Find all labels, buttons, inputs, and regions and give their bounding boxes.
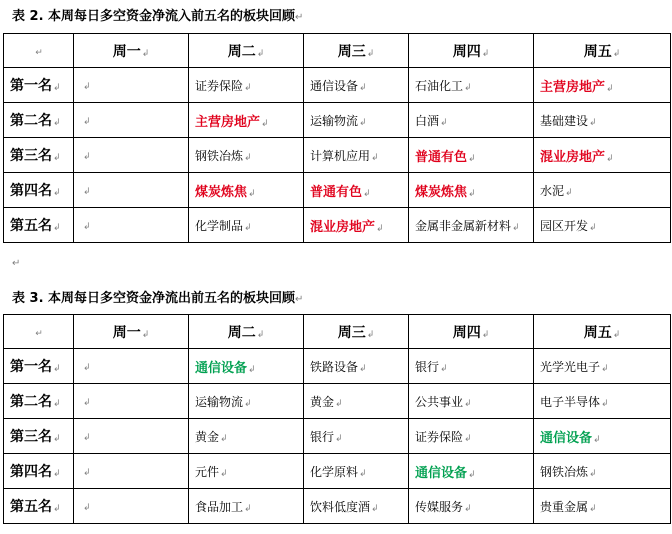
- sector-cell: [409, 454, 534, 489]
- sector-cell: [304, 454, 409, 489]
- sector-name: 食品加工: [195, 499, 244, 514]
- rank-cell: [4, 68, 74, 103]
- sector-name: 证券保险: [195, 78, 244, 93]
- sector-cell: [74, 138, 189, 173]
- sector-cell: [534, 349, 671, 384]
- sector-name: 金属非金属新材料: [415, 218, 512, 233]
- sector-name: 白酒: [415, 113, 440, 128]
- sector-name: 基础建设: [540, 113, 589, 128]
- cell-end-mark-icon: ↲: [220, 433, 228, 444]
- rank-cell: [4, 489, 74, 524]
- sector-name: 元件: [195, 464, 220, 479]
- sector-name: 水泥: [540, 183, 565, 198]
- sector-name: 化学原料: [310, 464, 359, 479]
- rank-label: 第五名: [10, 218, 52, 234]
- table2-caption-text: 表 2. 本周每日多空资金净流入前五名的板块回顾: [12, 9, 296, 24]
- sector-name: 光学光电子: [540, 359, 601, 374]
- cell-end-mark-icon: ↲: [366, 48, 375, 59]
- rank-label: 第一名: [10, 359, 52, 375]
- sector-cell: [534, 384, 671, 419]
- sector-name: 通信设备: [540, 430, 593, 446]
- sector-cell: [189, 454, 304, 489]
- cell-end-mark-icon: ↲: [376, 223, 384, 234]
- column-header-label: 周一: [112, 43, 141, 60]
- cell-end-mark-icon: ↲: [481, 48, 490, 59]
- sector-cell: [74, 454, 189, 489]
- sector-name: 通信设备: [310, 78, 359, 93]
- rank-label: 第一名: [10, 78, 52, 94]
- rank-label: 第三名: [10, 148, 52, 164]
- sector-cell: [74, 173, 189, 208]
- sector-name: 饮料低度酒: [310, 499, 371, 514]
- table-row: [4, 208, 671, 243]
- rank-cell: [4, 349, 74, 384]
- cell-end-mark-icon: ↲: [83, 222, 91, 232]
- cell-end-mark-icon: ↲: [359, 468, 367, 479]
- cell-end-mark-icon: ↵: [35, 47, 43, 58]
- sector-name: 银行: [310, 429, 335, 444]
- sector-cell: [189, 103, 304, 138]
- cell-end-mark-icon: ↲: [141, 329, 150, 340]
- sector-cell: [534, 454, 671, 489]
- table-row: [4, 384, 671, 419]
- cell-end-mark-icon: ↲: [248, 364, 256, 375]
- column-header-label: 周四: [452, 324, 481, 341]
- column-header: [304, 315, 409, 349]
- rank-label: 第四名: [10, 183, 52, 199]
- rank-label: 第三名: [10, 429, 52, 445]
- column-header-label: 周二: [227, 324, 256, 341]
- sector-name: 混业房地产: [540, 149, 606, 165]
- cell-end-mark-icon: ↲: [83, 187, 91, 197]
- table-header-row: [4, 315, 671, 349]
- cell-end-mark-icon: ↲: [83, 117, 91, 127]
- sector-cell: [409, 173, 534, 208]
- table-row: [4, 454, 671, 489]
- cell-end-mark-icon: ↲: [83, 433, 91, 443]
- table-row: [4, 103, 671, 138]
- header-corner-cell: [4, 315, 74, 349]
- cell-end-mark-icon: ↲: [53, 188, 61, 198]
- cell-end-mark-icon: ↲: [335, 398, 343, 409]
- sector-name: 混业房地产: [310, 219, 376, 235]
- table3-body: [4, 315, 671, 524]
- table3: [3, 314, 671, 524]
- sector-cell: [304, 489, 409, 524]
- cell-end-mark-icon: ↲: [440, 363, 448, 374]
- cell-end-mark-icon: ↲: [366, 329, 375, 340]
- sector-name: 传媒服务: [415, 499, 464, 514]
- sector-cell: [409, 489, 534, 524]
- rank-label: 第四名: [10, 464, 52, 480]
- rank-label: 第五名: [10, 499, 52, 515]
- sector-cell: [304, 68, 409, 103]
- sector-cell: [189, 384, 304, 419]
- sector-name: 铁路设备: [310, 359, 359, 374]
- column-header: [74, 315, 189, 349]
- sector-name: 电子半导体: [540, 394, 601, 409]
- sector-cell: [304, 208, 409, 243]
- sector-cell: [409, 68, 534, 103]
- cell-end-mark-icon: ↲: [363, 188, 371, 199]
- column-header-label: 周一: [112, 324, 141, 341]
- cell-end-mark-icon: ↲: [464, 503, 472, 514]
- rank-cell: [4, 173, 74, 208]
- sector-name: 运输物流: [310, 113, 359, 128]
- sector-name: 煤炭炼焦: [415, 184, 468, 200]
- rank-cell: [4, 208, 74, 243]
- cell-end-mark-icon: ↲: [53, 504, 61, 514]
- sector-name: 公共事业: [415, 394, 464, 409]
- column-header: [409, 315, 534, 349]
- cell-end-mark-icon: ↲: [83, 82, 91, 92]
- table2-caption: [12, 8, 303, 27]
- cell-end-mark-icon: ↲: [589, 222, 597, 233]
- cell-end-mark-icon: ↲: [244, 222, 252, 233]
- paragraph-mark-icon: ↵: [295, 12, 304, 23]
- sector-cell: [534, 208, 671, 243]
- cell-end-mark-icon: ↲: [589, 117, 597, 128]
- sector-name: 证券保险: [415, 429, 464, 444]
- cell-end-mark-icon: ↲: [83, 468, 91, 478]
- cell-end-mark-icon: ↲: [53, 83, 61, 93]
- sector-name: 钢铁冶炼: [195, 148, 244, 163]
- cell-end-mark-icon: ↲: [83, 152, 91, 162]
- cell-end-mark-icon: ↲: [141, 48, 150, 59]
- cell-end-mark-icon: ↲: [359, 117, 367, 128]
- cell-end-mark-icon: ↲: [53, 469, 61, 479]
- sector-name: 普通有色: [310, 184, 363, 200]
- cell-end-mark-icon: ↲: [481, 329, 490, 340]
- column-header-label: 周二: [227, 43, 256, 60]
- cell-end-mark-icon: ↲: [589, 503, 597, 514]
- cell-end-mark-icon: ↲: [248, 188, 256, 199]
- table-row: [4, 138, 671, 173]
- sector-cell: [304, 138, 409, 173]
- sector-cell: [304, 419, 409, 454]
- cell-end-mark-icon: ↲: [53, 118, 61, 128]
- sector-name: 银行: [415, 359, 440, 374]
- rank-cell: [4, 419, 74, 454]
- table2-body: [4, 34, 671, 243]
- sector-cell: [534, 68, 671, 103]
- sector-cell: [189, 68, 304, 103]
- sector-name: 园区开发: [540, 218, 589, 233]
- sector-name: 石油化工: [415, 78, 464, 93]
- sector-cell: [74, 489, 189, 524]
- rank-cell: [4, 103, 74, 138]
- table-header-row: [4, 34, 671, 68]
- cell-end-mark-icon: ↲: [53, 434, 61, 444]
- cell-end-mark-icon: ↲: [612, 329, 621, 340]
- paragraph-mark-icon: ↵: [12, 258, 21, 269]
- sector-name: 化学制品: [195, 218, 244, 233]
- sector-name: 黄金: [310, 394, 335, 409]
- cell-end-mark-icon: ↲: [464, 82, 472, 93]
- cell-end-mark-icon: ↲: [512, 222, 520, 233]
- cell-end-mark-icon: ↲: [612, 48, 621, 59]
- table3-caption: [12, 290, 303, 309]
- rank-label: 第二名: [10, 394, 52, 410]
- table-row: [4, 489, 671, 524]
- cell-end-mark-icon: ↲: [601, 363, 609, 374]
- sector-name: 运输物流: [195, 394, 244, 409]
- table-row: [4, 68, 671, 103]
- cell-end-mark-icon: ↲: [256, 48, 265, 59]
- column-header-label: 周四: [452, 43, 481, 60]
- table-row: [4, 349, 671, 384]
- column-header-label: 周五: [583, 43, 612, 60]
- cell-end-mark-icon: ↲: [335, 433, 343, 444]
- sector-cell: [304, 173, 409, 208]
- cell-end-mark-icon: ↲: [53, 153, 61, 163]
- sector-cell: [189, 349, 304, 384]
- column-header: [534, 315, 671, 349]
- cell-end-mark-icon: ↲: [371, 503, 379, 514]
- column-header: [74, 34, 189, 68]
- cell-end-mark-icon: ↲: [359, 82, 367, 93]
- header-corner-cell: [4, 34, 74, 68]
- sector-cell: [74, 384, 189, 419]
- cell-end-mark-icon: ↲: [589, 468, 597, 479]
- sector-cell: [534, 173, 671, 208]
- sector-name: 钢铁冶炼: [540, 464, 589, 479]
- sector-name: 主营房地产: [540, 79, 606, 95]
- paragraph-mark-icon: ↵: [295, 294, 304, 305]
- sector-name: 通信设备: [415, 465, 468, 481]
- cell-end-mark-icon: ↲: [606, 83, 614, 94]
- sector-name: 贵重金属: [540, 499, 589, 514]
- cell-end-mark-icon: ↲: [53, 223, 61, 233]
- sector-cell: [409, 349, 534, 384]
- column-header-label: 周三: [337, 324, 366, 341]
- sector-cell: [189, 173, 304, 208]
- sector-cell: [409, 419, 534, 454]
- sector-cell: [74, 349, 189, 384]
- cell-end-mark-icon: ↲: [593, 434, 601, 445]
- sector-cell: [409, 208, 534, 243]
- cell-end-mark-icon: ↲: [468, 153, 476, 164]
- sector-cell: [304, 349, 409, 384]
- cell-end-mark-icon: ↲: [244, 398, 252, 409]
- cell-end-mark-icon: ↲: [371, 152, 379, 163]
- cell-end-mark-icon: ↲: [83, 398, 91, 408]
- cell-end-mark-icon: ↲: [53, 399, 61, 409]
- rank-cell: [4, 454, 74, 489]
- table3-caption-text: 表 3. 本周每日多空资金净流出前五名的板块回顾: [12, 291, 296, 306]
- sector-cell: [304, 103, 409, 138]
- cell-end-mark-icon: ↲: [359, 363, 367, 374]
- sector-name: 普通有色: [415, 149, 468, 165]
- column-header-label: 周五: [583, 324, 612, 341]
- sector-cell: [534, 138, 671, 173]
- sector-name: 通信设备: [195, 360, 248, 376]
- rank-cell: [4, 384, 74, 419]
- table-row: [4, 419, 671, 454]
- sector-cell: [74, 419, 189, 454]
- sector-cell: [74, 68, 189, 103]
- cell-end-mark-icon: ↲: [468, 188, 476, 199]
- sector-cell: [534, 489, 671, 524]
- cell-end-mark-icon: ↲: [468, 469, 476, 480]
- sector-name: 计算机应用: [310, 148, 371, 163]
- cell-end-mark-icon: ↲: [256, 329, 265, 340]
- sector-name: 主营房地产: [195, 114, 261, 130]
- cell-end-mark-icon: ↲: [440, 117, 448, 128]
- sector-cell: [189, 138, 304, 173]
- cell-end-mark-icon: ↲: [244, 152, 252, 163]
- sector-cell: [409, 384, 534, 419]
- cell-end-mark-icon: ↲: [244, 82, 252, 93]
- cell-end-mark-icon: ↲: [606, 153, 614, 164]
- sector-name: 黄金: [195, 429, 220, 444]
- sector-cell: [189, 419, 304, 454]
- cell-end-mark-icon: ↲: [565, 187, 573, 198]
- cell-end-mark-icon: ↲: [261, 118, 269, 129]
- column-header: [534, 34, 671, 68]
- column-header: [189, 34, 304, 68]
- sector-cell: [189, 489, 304, 524]
- cell-end-mark-icon: ↲: [464, 433, 472, 444]
- column-header: [304, 34, 409, 68]
- cell-end-mark-icon: ↲: [244, 503, 252, 514]
- sector-cell: [534, 419, 671, 454]
- cell-end-mark-icon: ↲: [220, 468, 228, 479]
- sector-cell: [409, 138, 534, 173]
- rank-label: 第二名: [10, 113, 52, 129]
- cell-end-mark-icon: ↲: [464, 398, 472, 409]
- cell-end-mark-icon: ↲: [53, 364, 61, 374]
- table-row: [4, 173, 671, 208]
- column-header-label: 周三: [337, 43, 366, 60]
- sector-cell: [74, 208, 189, 243]
- cell-end-mark-icon: ↲: [83, 503, 91, 513]
- cell-end-mark-icon: ↵: [35, 328, 43, 339]
- sector-name: 煤炭炼焦: [195, 184, 248, 200]
- cell-end-mark-icon: ↲: [601, 398, 609, 409]
- column-header: [189, 315, 304, 349]
- sector-cell: [304, 384, 409, 419]
- column-header: [409, 34, 534, 68]
- sector-cell: [409, 103, 534, 138]
- table2: [3, 33, 671, 243]
- cell-end-mark-icon: ↲: [83, 363, 91, 373]
- sector-cell: [189, 208, 304, 243]
- sector-cell: [74, 103, 189, 138]
- rank-cell: [4, 138, 74, 173]
- sector-cell: [534, 103, 671, 138]
